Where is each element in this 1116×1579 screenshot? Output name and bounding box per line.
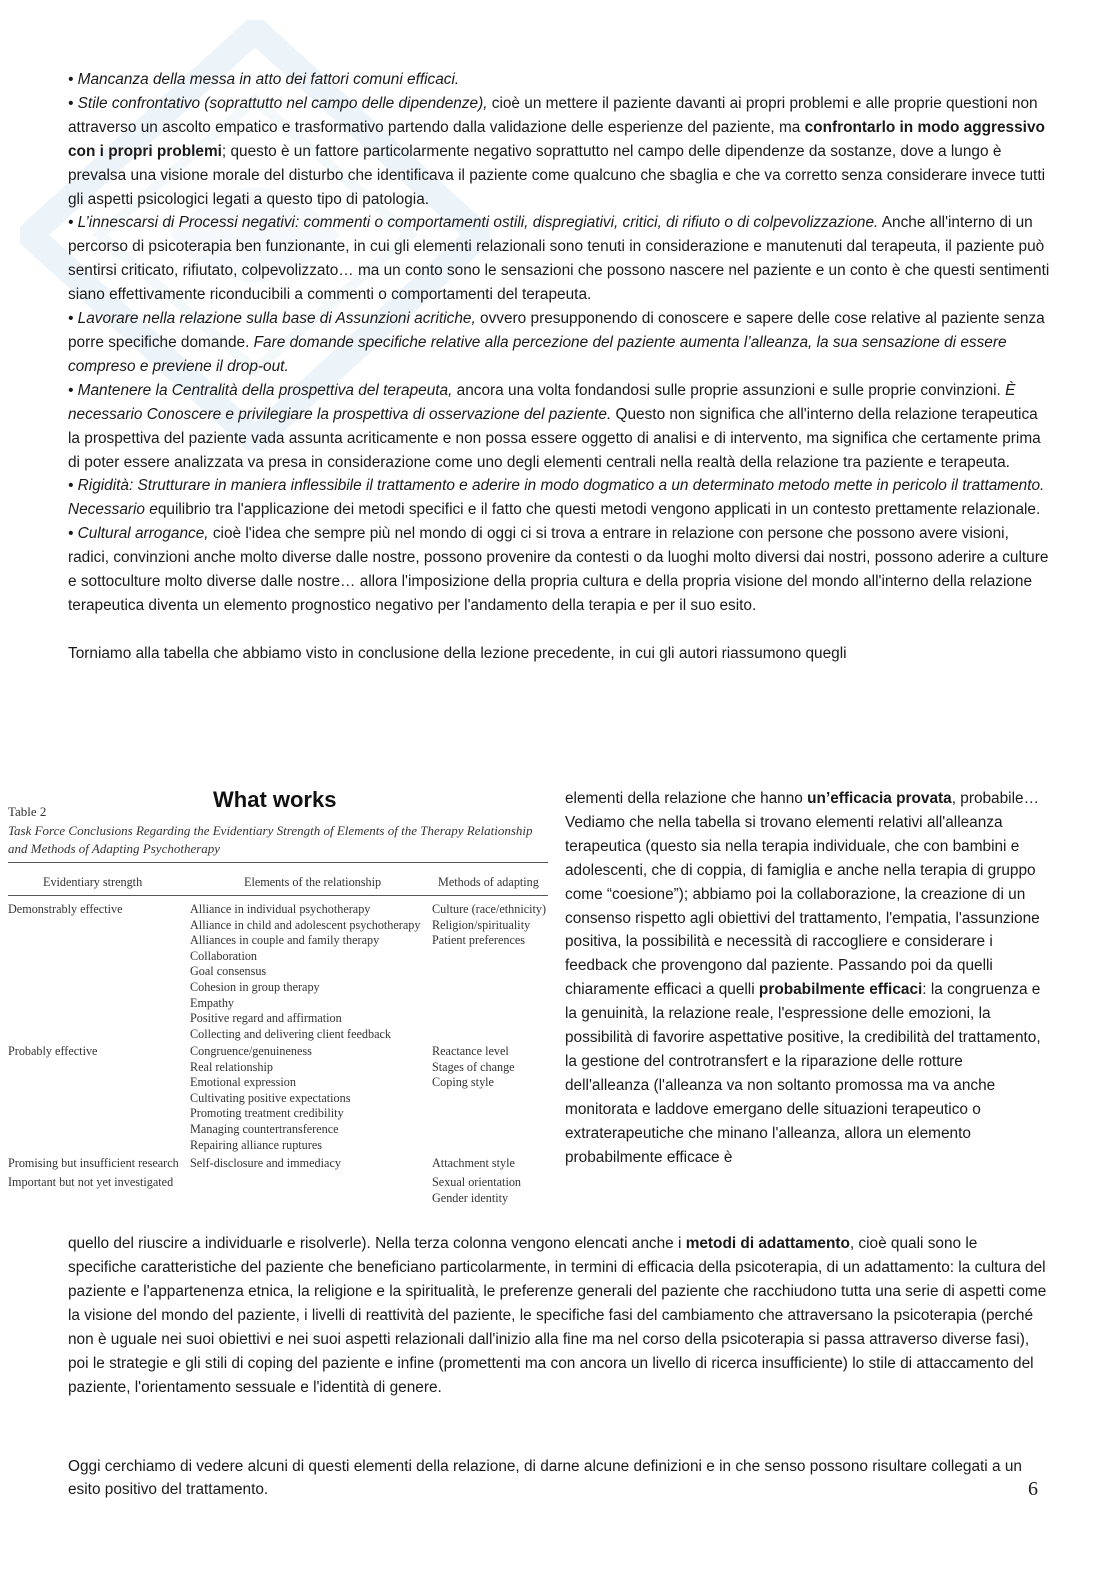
text-run: : la congruenza e la genuinità, la relazione reale, l'espressione delle emozioni, la possibilità di favorire aspettative positive, la credibilità del trattamento, la gestione del controtransfert e la riparazione delle rotture dell'alleanza (l'alleanza va non soltanto promossa ma va anche monitorata e laddove emergano delle situazioni terapeutico o extraterapeutiche che minano l'alleanza, allora un elemento probabilmente efficace è (565, 981, 1041, 1166)
text-run: Fare domande specifiche relative alla percezione del paziente aumenta l’alleanza, la sua sensazione di essere compreso e previene il drop-out. (68, 333, 1007, 375)
cell-strength: Important but not yet investigated (8, 1175, 174, 1189)
text-run: ; questo è un fattore particolarmente negativo soprattutto nel campo delle dipendenze da sostanze, dove a lungo è prevalsa una visione morale del disturbo che identificava il paziente come qualcuno che sbaglia e che va corretto senza considerare invece tutti gli aspetti psicologici legati a questo tipo di patologia. (68, 142, 1046, 208)
cell-element: Self-disclosure and immediacy (190, 1156, 341, 1170)
text-run: ancora una volta fondandosi sulle proprie assunzioni e sulle proprie convinzioni. (452, 381, 1006, 399)
text-run: Anche all'interno di un percorso di psicoterapia ben funzionante, in cui gli elementi relazionali sono tenuti in considerazione e manutenuti dal terapeuta, il paziente può sentirsi criticato, rifiutato, colpevolizzato… ma un conto sono le sensazioni che possono nascere nel paziente e un conto è che questi sentimenti siano effettivamente riconducibili a commenti o comportamenti del terapeuta. (68, 214, 1050, 304)
cell-strength: Probably effective (8, 1044, 98, 1058)
cell-strength: Promising but insufficient research (8, 1156, 179, 1170)
cell-method: Stages of change (432, 1059, 515, 1074)
continuation-text (68, 1217, 1050, 1518)
body-text (68, 68, 1050, 666)
text-run: cioè un mettere il paziente davanti ai propri problemi e alle proprie questioni non attraverso un ascolto empatico e trasformativo partendo dalla validazione delle esperienze del paziente, ma (68, 94, 1038, 136)
cell-element: Managing countertransference (190, 1122, 339, 1136)
page-number: 6 (1028, 1478, 1038, 1500)
bullet-6 (68, 474, 1050, 522)
bullet-1 (68, 68, 1050, 92)
cell-element: Positive regard and affirmation (190, 1011, 342, 1026)
cell-element: Promoting treatment credibility (190, 1106, 344, 1121)
header-elements: Elements of the relationship (244, 875, 382, 889)
header-strength: Evidentiary strength (43, 875, 143, 889)
table-figure (8, 787, 548, 1207)
cell-element: Collecting and delivering client feedback (190, 1026, 392, 1041)
intro-line: Torniamo alla tabella che abbiamo visto in conclusione della lezione precedente, in cui gli autori riassumono quegli (68, 644, 847, 662)
bullet-5 (68, 379, 1050, 475)
cell-element: Emotional expression (190, 1075, 296, 1090)
text-run: • Lavorare nella relazione sulla base di Assunzioni acritiche, (68, 310, 476, 328)
cell-element: Cultivating positive expectations (190, 1090, 351, 1105)
continuation-paragraph (68, 1232, 1050, 1399)
cell-element: Real relationship (190, 1059, 273, 1074)
table-heading: What works (213, 787, 337, 812)
text-run: ovvero presupponendo di conoscere e sapere delle cose relative al paziente senza porre specifiche domande. (68, 310, 1045, 351)
text-run: Questo non significa che all'interno della relazione terapeutica la prospettiva del paziente vada assunta acriticamente e non possa essere oggetto di analisi e di intervento, ma significa che certamente prima di poter essere analizzata va presa in considerazione come uno degli elementi centrali nella realtà della relazione tra paziente e terapeuta. (68, 405, 1041, 471)
cell-method: Gender identity (432, 1190, 509, 1205)
bullet-2 (68, 92, 1050, 212)
text-run: quilibrio tra l'applicazione dei metodi specifici e il fatto che questi metodi vengono applicati in un contesto prettamente relazionale. (157, 501, 1041, 519)
text-run: • Mancanza della messa in atto dei fattori comuni efficaci. (68, 71, 460, 88)
text-run: , cioè quali sono le specifiche caratteristiche del paziente che beneficiano particolarmente, in termini di efficacia della psicoterapia, di un adattamento: la cultura del paziente e l'appartenenza etnica, la religione e la spiritualità, le preferenze generali del paziente che racchiudono tutta una serie di aspetti come la visione del mondo del paziente, i livelli di reattività del paziente, le specifiche fasi del cambiamento che attraversano la psicoterapia (perché non è uguale nei suoi obiettivi e nei suoi aspetti relazionali dall'inizio alla fine ma nel corso della psicoterapia si passa attraverso diverse fasi), poi le strategie e gli stili di coping del paziente e infine (promettenti ma con ancora un livello di ricerca insufficiente) lo stile di attaccamento del paziente, l'orientamento sessuale e l'identità di genere. (68, 1235, 1047, 1396)
cell-method: Sexual orientation (432, 1175, 522, 1189)
closing-paragraph: Oggi cerchiamo di vedere alcuni di questi elementi della relazione, di darne alcune definizioni e in che senso possono risultare collegati a un esito positivo del trattamento. (68, 1457, 1022, 1499)
bullet-4 (68, 307, 1050, 379)
cell-element: Repairing alliance ruptures (190, 1137, 322, 1152)
text-run: • Rigidità: Strutturare in maniera inflessibile il trattamento e aderire in modo dogmatico a un determinato metodo mette in pericolo il trattamento. Necessario e (68, 477, 1045, 519)
cell-method: Attachment style (432, 1156, 515, 1170)
cell-element: Cohesion in group therapy (190, 980, 320, 994)
text-run: , probabile… Vediamo che nella tabella si trovano elementi relativi all'alleanza terapeutica (questo sia nella terapia individuale, che con bambini e adolescenti, che di coppia, di famiglia e anche nella terapia di gruppo come “coesione”); abbiamo poi la collaborazione, la creazione di un consenso rispetto agli obiettivi del trattamento, l'empatia, l'assunzione positiva, la possibilità e necessità di raccogliere e considerare i feedback che provengono dal paziente. Passando poi da quelli chiaramente efficaci a quelli (565, 790, 1040, 999)
table-caption: Task Force Conclusions Regarding the Evidentiary Strength of Elements of the Therapy Relationship and Methods of Adapting Psychotherapy (8, 823, 533, 856)
cell-method: Coping style (432, 1075, 494, 1090)
cell-element: Alliance in child and adolescent psychotherapy (190, 917, 421, 932)
side-paragraph (565, 787, 1050, 1170)
cell-element: Empathy (190, 995, 235, 1010)
header-methods: Methods of adapting (438, 875, 539, 889)
text-run: cioè l'idea che sempre più nel mondo di oggi ci si trova a entrare in relazione con persone che possono avere visioni, radici, convinzioni anche molto diverse dalle nostre, possono provenire da contesti o da luoghi molto diversi dai nostri, possono aderire a culture e sottoculture molto diverse dalle nostre… allora l'imposizione della propria cultura e della propria visione del mondo all'interno della relazione terapeutica diventa un elemento prognostico negativo per l'andamento della terapia e per il suo esito. (68, 525, 1049, 614)
text-run: • Stile confrontativo (soprattutto nel campo delle dipendenze), (68, 94, 488, 112)
table-number: Table 2 (8, 804, 47, 819)
text-run: confrontarlo in modo aggressivo con i propri problemi (68, 118, 1045, 160)
text-run: • Mantenere la Centralità della prospettiva del terapeuta, (68, 381, 453, 399)
text-run: • L’innescarsi di Processi negativi: commenti o comportamenti ostili, dispregiativi, critici, di rifiuto o di colpevolizzazione. (68, 214, 879, 232)
cell-method: Reactance level (432, 1044, 509, 1058)
text-run: È necessario Conoscere e privilegiare la prospettiva di osservazione del paziente. (68, 381, 1016, 423)
text-run: metodi di adattamento (685, 1235, 850, 1253)
cell-element: Alliance in individual psychotherapy (190, 902, 371, 916)
cell-element: Collaboration (190, 948, 258, 963)
text-run: • Cultural arrogance, (68, 525, 209, 543)
table-rule-top (8, 862, 548, 863)
cell-element: Congruence/genuineness (190, 1044, 312, 1058)
cell-method: Culture (race/ethnicity) (432, 902, 547, 916)
bullet-7 (68, 522, 1050, 618)
table-rule-header (8, 895, 548, 896)
text-run: un’efficacia provata (807, 790, 952, 807)
text-run: quello del riuscire a individuarle e risolverle). Nella terza colonna vengono elencati anche i (68, 1235, 686, 1253)
cell-element: Alliances in couple and family therapy (190, 933, 380, 948)
text-run: probabilmente efficaci (758, 981, 923, 999)
bullet-3 (68, 211, 1050, 307)
cell-method: Religion/spirituality (432, 917, 531, 932)
cell-strength: Demonstrably effective (8, 902, 123, 916)
text-run: elementi della relazione che hanno (565, 790, 808, 807)
cell-element: Goal consensus (190, 964, 267, 979)
cell-method: Patient preferences (432, 933, 526, 948)
